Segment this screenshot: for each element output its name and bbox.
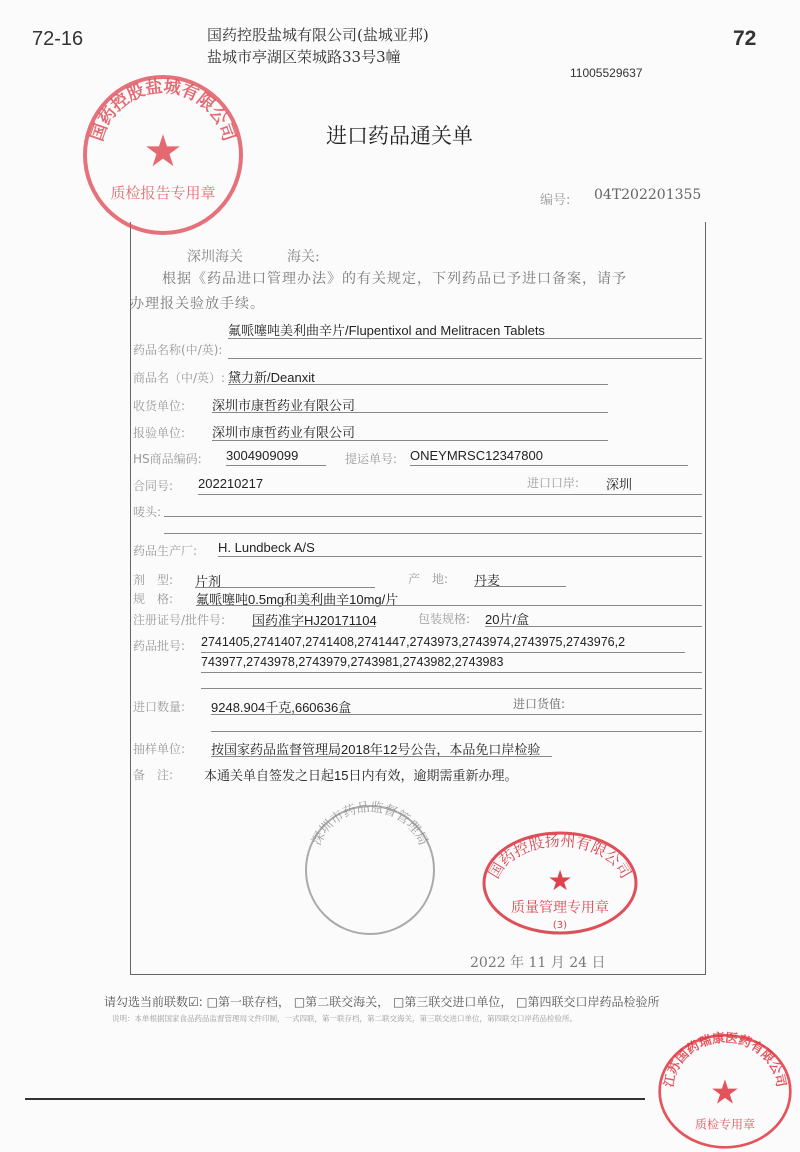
port-label: 进口口岸: — [527, 476, 580, 490]
sampling-value: 按国家药品监督管理局2018年12号公告，本品免口岸检验 — [211, 742, 541, 757]
import-value-label: 进口货值: — [513, 697, 566, 711]
copy-prompt: 请勾选当前联数☑: — [104, 995, 203, 1009]
bill-of-lading-label: 提运单号: — [345, 452, 398, 466]
dosage-form-value: 片剂 — [195, 574, 222, 589]
batch-line-2: 743977,2743978,2743979,2743981,2743982,2743983 — [201, 655, 504, 669]
svg-text:质量管理专用章: 质量管理专用章 — [511, 900, 609, 916]
svg-text:质检专用章: 质检专用章 — [694, 1117, 756, 1132]
trade-name-value: 黛力新/Deanxit — [228, 370, 315, 385]
consignee-label: 收货单位: — [133, 399, 186, 413]
customs-seal-gray — [300, 800, 440, 940]
page-number: 72 — [733, 27, 757, 50]
contract-no-value: 202210217 — [198, 476, 264, 491]
origin-label: 产 地: — [408, 572, 449, 586]
quantity-label: 进口数量: — [133, 700, 186, 714]
customs-office: 深圳海关 — [187, 249, 243, 265]
svg-text:(3): (3) — [552, 920, 568, 931]
contract-no-label: 合同号: — [133, 479, 174, 493]
intro-line-2: 办理报关验放手续。 — [130, 296, 265, 312]
footer-note: 说明：本单根据国家食品药品监督管理局文件印制，一式四联，第一联存档，第二联交海关，第三联交进口单位，第四联交口岸药品检验所。 — [112, 1014, 577, 1023]
serial-label: 编号: — [540, 193, 571, 208]
origin-value: 丹麦 — [474, 573, 501, 588]
reference-number: 11005529637 — [570, 66, 643, 80]
svg-text:江苏国药瑞康医药有限公司: 江苏国药瑞康医药有限公司 — [660, 1030, 790, 1089]
svg-text:★: ★ — [143, 126, 183, 177]
intro-line-1: 根据《药品进口管理办法》的有关规定，下列药品已予进口备案，请予 — [162, 271, 627, 287]
copy-option-4[interactable]: □第四联交口岸药品检验所 — [516, 995, 660, 1009]
hs-code-label: HS商品编码: — [133, 452, 202, 466]
svg-text:国药控股盐城有限公司: 国药控股盐城有限公司 — [87, 76, 239, 144]
company-address: 盐城市亭湖区荣城路33号3幢 — [207, 48, 401, 66]
issue-date: 2022 年 11 月 24 日 — [470, 955, 606, 971]
registration-label: 注册证号/批件号: — [133, 613, 226, 627]
packaging-label: 包装规格: — [418, 612, 471, 626]
copy-selection — [104, 993, 660, 1010]
quality-management-seal-oval — [480, 828, 640, 938]
customs-suffix: 海关: — [287, 249, 320, 265]
quantity-value: 9248.904千克,660636盒 — [211, 700, 352, 715]
document-title: 进口药品通关单 — [326, 124, 473, 148]
svg-text:国药控股扬州有限公司: 国药控股扬州有限公司 — [485, 831, 635, 882]
registration-value: 国药准字HJ20171104 — [252, 613, 377, 628]
page-code: 72-16 — [32, 28, 84, 50]
serial-number: 04T202201355 — [594, 187, 702, 203]
marks-label: 唛头: — [133, 505, 162, 519]
inspection-applicant-value: 深圳市康哲药业有限公司 — [212, 425, 356, 440]
company-name: 国药控股盐城有限公司(盐城亚邦) — [207, 26, 429, 44]
svg-text:★: ★ — [710, 1072, 740, 1112]
svg-text:深圳市药品监督管理局: 深圳市药品监督管理局 — [309, 800, 431, 848]
copy-option-1[interactable]: □第一联存档， — [206, 995, 290, 1009]
drug-name-value: 氟哌噻吨美利曲辛片/Flupentixol and Melitracen Tablets — [228, 323, 545, 338]
inspection-applicant-label: 报验单位: — [133, 426, 186, 440]
bottom-rule — [25, 1098, 645, 1100]
bill-of-lading-value: ONEYMRSC12347800 — [410, 448, 543, 463]
remarks-label: 备 注: — [133, 768, 174, 782]
batch-line-1: 2741405,2741407,2741408,2741447,2743973,2743974,2743975,2743976,2 — [201, 635, 626, 649]
remarks-value: 本通关单自签发之日起15日内有效，逾期需重新办理。 — [204, 768, 518, 783]
dosage-form-label: 剂 型: — [133, 573, 174, 587]
packaging-value: 20片/盒 — [485, 612, 530, 627]
trade-name-label: 商品名（中/英）: — [133, 371, 226, 385]
copy-option-3[interactable]: □第三联交进口单位， — [392, 995, 513, 1009]
port-value: 深圳 — [606, 477, 633, 492]
manufacturer-label: 药品生产厂: — [133, 544, 198, 558]
copy-option-2[interactable]: □第二联交海关， — [293, 995, 390, 1009]
specification-label: 规 格: — [133, 592, 174, 606]
quality-inspection-seal-bottom-right — [655, 1030, 795, 1150]
consignee-value: 深圳市康哲药业有限公司 — [212, 398, 356, 413]
svg-text:质检报告专用章: 质检报告专用章 — [110, 184, 216, 202]
batch-label: 药品批号: — [133, 639, 186, 653]
manufacturer-value: H. Lundbeck A/S — [218, 540, 315, 555]
specification-value: 氟哌噻吨0.5mg和美利曲辛10mg/片 — [196, 592, 399, 607]
hs-code-value: 3004909099 — [226, 448, 299, 463]
drug-name-label: 药品名称(中/英): — [133, 343, 223, 357]
svg-text:★: ★ — [547, 864, 573, 897]
quality-report-seal-top-left — [78, 70, 248, 240]
sampling-label: 抽样单位: — [133, 742, 186, 756]
